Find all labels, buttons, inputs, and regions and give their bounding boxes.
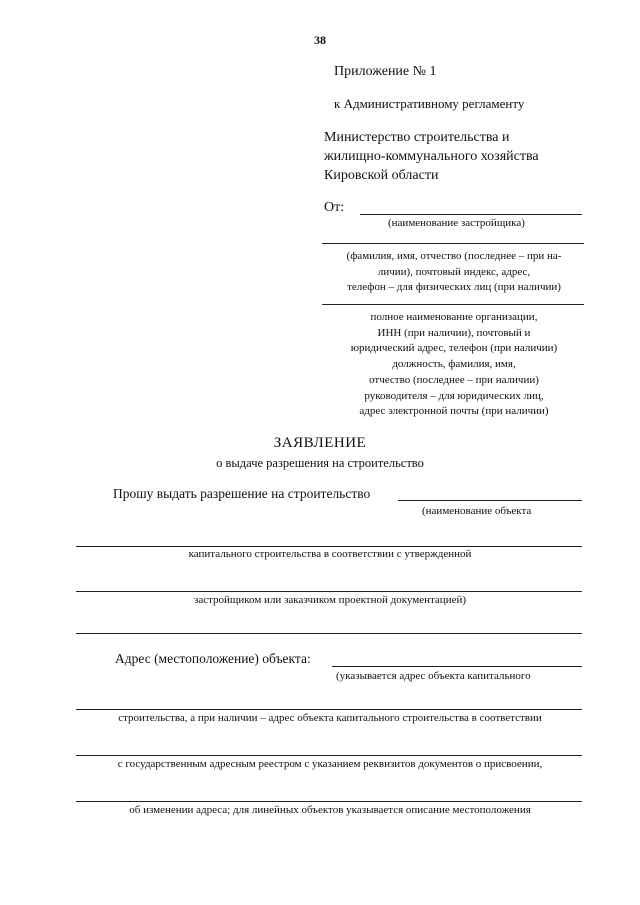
regulation-reference: к Административному регламенту <box>334 96 525 111</box>
address-caption-3: с государственным адресным реестром с указанием реквизитов документов о присвоении, <box>117 758 543 770</box>
caption-line: должность, фамилия, имя, <box>392 358 516 371</box>
from-label: От: <box>324 200 345 215</box>
developer-name-line[interactable] <box>360 214 582 215</box>
caption-line: отчество (последнее – при наличии) <box>369 373 539 386</box>
caption-line: адрес электронной почты (при наличии) <box>359 405 549 418</box>
document-subtitle: о выдаче разрешения на строительство <box>216 456 424 470</box>
address-line-3[interactable] <box>76 755 582 756</box>
object-caption-3: застройщиком или заказчиком проектной документацией) <box>193 594 467 606</box>
object-name-line-3[interactable] <box>76 591 582 592</box>
document-title: ЗАЯВЛЕНИЕ <box>273 435 367 451</box>
object-name-line-2[interactable] <box>76 546 582 547</box>
address-label: Адрес (местоположение) объекта: <box>115 651 311 666</box>
caption-line: юридический адрес, телефон (при наличии) <box>350 342 558 355</box>
page-number: 38 <box>314 33 326 47</box>
developer-caption: (наименование застройщика) <box>388 217 525 229</box>
ministry-line: жилищно-коммунального хозяйства <box>324 149 539 164</box>
organization-caption <box>322 310 586 420</box>
caption-line: руководителя – для юридических лиц, <box>364 389 544 402</box>
object-name-line-4[interactable] <box>76 633 582 634</box>
address-caption-2: строительства, а при наличии – адрес объекта капитального строительства в соответствии <box>118 712 542 724</box>
caption-line: личии), почтовый индекс, адрес, <box>377 265 531 278</box>
appendix-label: Приложение № 1 <box>334 64 437 79</box>
organization-details-line[interactable] <box>322 304 584 305</box>
object-caption-2: капитального строительства в соответствии с утвержденной <box>188 548 472 560</box>
address-line[interactable] <box>332 666 582 667</box>
caption-line: полное наименование организации, <box>370 311 538 323</box>
caption-line: ИНН (при наличии), почтовый и <box>377 326 531 339</box>
address-line-4[interactable] <box>76 801 582 802</box>
individual-caption <box>322 249 586 296</box>
object-caption-1: (наименование объекта <box>422 505 532 517</box>
caption-line: (фамилия, имя, отчество (последнее – при на- <box>346 250 562 262</box>
address-line-2[interactable] <box>76 709 582 710</box>
ministry-addressee <box>324 128 539 185</box>
address-caption-1: (указывается адрес объекта капитального <box>336 670 531 682</box>
ministry-line: Министерство строительства и <box>324 130 510 145</box>
address-caption-4: об изменении адреса; для линейных объектов указывается описание местоположения <box>129 804 531 816</box>
ministry-line: Кировской области <box>324 168 439 183</box>
request-text: Прошу выдать разрешение на строительство <box>113 486 371 501</box>
caption-line: телефон – для физических лиц (при наличии) <box>347 281 561 293</box>
individual-details-line[interactable] <box>322 243 584 244</box>
object-name-line[interactable] <box>398 500 582 501</box>
